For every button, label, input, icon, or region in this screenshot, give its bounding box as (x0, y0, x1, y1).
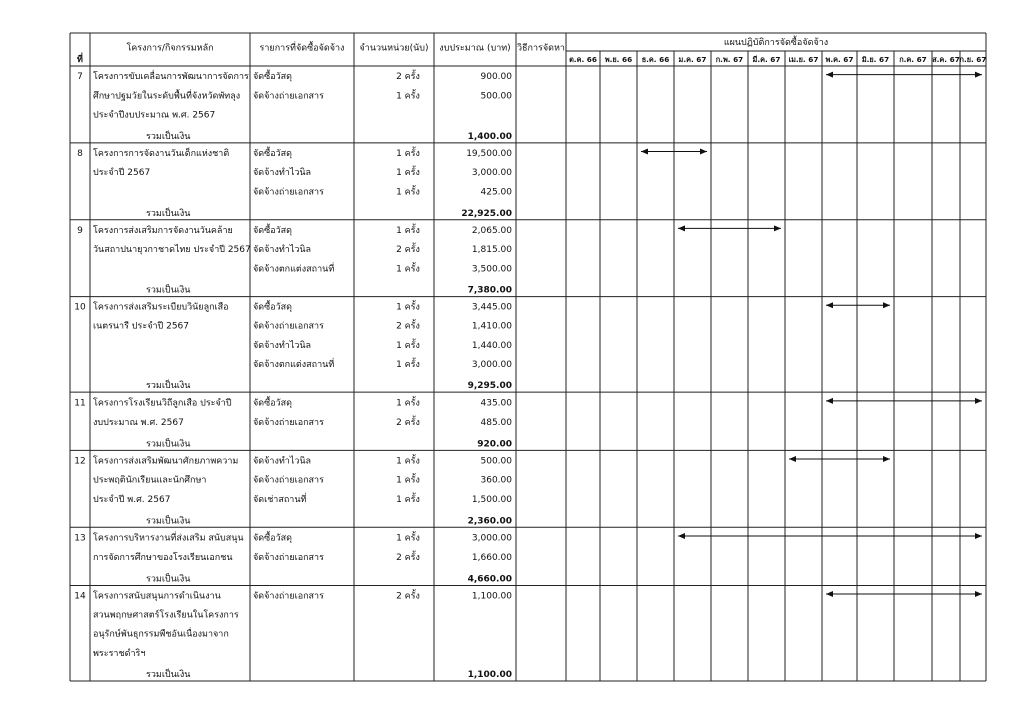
item-amount: 435.00 (480, 398, 512, 409)
item-name: จัดจ้างถ่ายเอกสาร (253, 187, 324, 198)
total-amount: 1,400.00 (467, 131, 512, 142)
project-number: 12 (74, 456, 86, 467)
item-qty: 1 ครั้ง (396, 340, 420, 351)
item-qty: 1 ครั้ง (396, 302, 420, 313)
project-row (77, 223, 781, 296)
item-amount: 1,500.00 (471, 494, 512, 505)
total-amount: 2,360.00 (467, 516, 512, 527)
item-qty: 2 ครั้ง (396, 245, 420, 256)
item-name: จัดเช่าสถานที่ (253, 494, 307, 505)
item-amount: 1,440.00 (471, 340, 512, 351)
total-amount: 1,100.00 (467, 670, 512, 680)
arrow-right-icon (883, 302, 890, 308)
header-month: พ.ย. 66 (604, 55, 633, 64)
item-qty: 1 ครั้ง (396, 494, 420, 505)
project-number: 13 (74, 533, 86, 544)
item-name: จัดจ้างตกแต่งสถานที่ (253, 264, 335, 275)
item-name: จัดจ้างทำไวนิล (253, 340, 312, 351)
total-label: รวมเป็นเงิน (146, 574, 191, 585)
arrow-left-icon (826, 398, 833, 404)
project-name-line: โครงการส่งเสริมระเบียบวินัยลูกเสือ (93, 302, 229, 313)
header-month: ส.ค. 67 (932, 55, 960, 64)
project-name-line: เนตรนารี ประจำปี 2567 (93, 321, 189, 332)
project-name-line: ประพฤตินักเรียนและนักศึกษา (93, 475, 207, 486)
header-month: มิ.ย. 67 (861, 55, 890, 64)
arrow-right-icon (774, 225, 781, 231)
item-name: จัดจ้างถ่ายเอกสาร (253, 552, 324, 563)
item-qty: 2 ครั้ง (396, 321, 420, 332)
project-number: 8 (77, 148, 83, 159)
item-name: จัดซื้อวัสดุ (253, 148, 293, 159)
arrow-left-icon (789, 456, 796, 462)
header-plan: แผนปฏิบัติการจัดซื้อจัดจ้าง (723, 38, 829, 48)
header-budget: งบประมาณ (บาท) (439, 43, 511, 54)
header-month: ต.ค. 66 (569, 55, 597, 64)
total-amount: 920.00 (477, 439, 512, 450)
header-items: รายการที่จัดซื้อจัดจ้าง (259, 43, 345, 54)
arrow-left-icon (826, 302, 833, 308)
item-amount: 360.00 (480, 475, 512, 486)
project-name-line: งบประมาณ พ.ศ. 2567 (93, 417, 184, 428)
project-number: 9 (77, 225, 83, 236)
item-qty: 1 ครั้ง (396, 533, 420, 544)
item-name: จัดจ้างถ่ายเอกสาร (253, 591, 324, 602)
project-name-line: โครงการการจัดงานวันเด็กแห่งชาติ (93, 148, 230, 159)
project-row (74, 588, 982, 680)
item-qty: 1 ครั้ง (396, 475, 420, 486)
item-name: จัดซื้อวัสดุ (253, 72, 293, 83)
item-amount: 485.00 (480, 417, 512, 428)
arrow-left-icon (641, 149, 648, 155)
project-name-line: ประจำปีงบประมาณ พ.ศ. 2567 (93, 110, 216, 121)
item-name: จัดจ้างถ่ายเอกสาร (253, 91, 324, 102)
item-amount: 3,445.00 (471, 302, 512, 313)
item-qty: 1 ครั้ง (396, 398, 420, 409)
project-name-line: โครงการโรงเรียนวิถีลูกเสือ ประจำปี (93, 398, 232, 409)
item-amount: 500.00 (480, 91, 512, 102)
header-month: ธ.ค. 66 (641, 55, 670, 64)
header-qty: จำนวนหน่วย(นับ) (359, 43, 429, 54)
item-name: จัดจ้างถ่ายเอกสาร (253, 321, 324, 332)
arrow-left-icon (826, 591, 833, 597)
table-header (77, 35, 987, 65)
item-qty: 1 ครั้ง (396, 225, 420, 236)
project-name-line: โครงการส่งเสริมการจัดงานวันคล้าย (93, 225, 233, 236)
project-row (74, 300, 890, 392)
header-month: ก.พ. 67 (715, 55, 744, 64)
total-amount: 7,380.00 (467, 285, 512, 296)
item-amount: 1,815.00 (471, 245, 512, 256)
header-month: พ.ค. 67 (825, 55, 854, 64)
header-month: มี.ค. 67 (752, 55, 781, 64)
total-label: รวมเป็นเงิน (146, 516, 191, 527)
arrow-left-icon (826, 72, 833, 78)
item-name: จัดซื้อวัสดุ (253, 225, 293, 236)
item-amount: 1,410.00 (471, 321, 512, 332)
project-row (74, 530, 982, 584)
item-name: จัดจ้างตกแต่งสถานที่ (253, 359, 335, 370)
item-qty: 1 ครั้ง (396, 456, 420, 467)
item-amount: 1,660.00 (471, 552, 512, 563)
table-grid (70, 33, 986, 681)
header-month: เม.ย. 67 (788, 55, 819, 64)
project-name-line: วันสถาปนายุวกาชาดไทย ประจำปี 2567 (93, 245, 251, 256)
project-name-line: ประจำปี พ.ศ. 2567 (93, 494, 171, 505)
project-row (77, 146, 707, 219)
arrow-left-icon (678, 225, 685, 231)
header-month: ม.ค. 67 (678, 55, 707, 64)
total-amount: 9,295.00 (467, 381, 512, 392)
item-name: จัดซื้อวัสดุ (253, 398, 293, 409)
item-name: จัดจ้างถ่ายเอกสาร (253, 417, 324, 428)
item-qty: 2 ครั้ง (396, 72, 420, 83)
arrow-right-icon (975, 398, 982, 404)
project-name-line: พระราชดำริฯ (93, 648, 146, 659)
arrow-right-icon (975, 72, 982, 78)
item-qty: 1 ครั้ง (396, 264, 420, 275)
header-no: ที่ (77, 55, 83, 65)
item-amount: 500.00 (480, 456, 512, 467)
project-name-line: ศึกษาปฐมวัยในระดับพื้นที่จังหวัดพัทลุง (93, 91, 241, 102)
item-amount: 900.00 (480, 72, 512, 83)
item-qty: 2 ครั้ง (396, 591, 420, 602)
total-label: รวมเป็นเงิน (146, 131, 191, 142)
item-qty: 1 ครั้ง (396, 168, 420, 179)
item-amount: 3,500.00 (471, 264, 512, 275)
project-number: 14 (74, 591, 86, 602)
item-name: จัดซื้อวัสดุ (253, 533, 293, 544)
total-amount: 22,925.00 (461, 208, 512, 219)
total-label: รวมเป็นเงิน (146, 285, 191, 296)
project-name-line: สวนพฤกษศาสตร์โรงเรียนในโครงการ (93, 610, 239, 621)
project-row (74, 453, 890, 526)
item-qty: 2 ครั้ง (396, 552, 420, 563)
item-amount: 425.00 (480, 187, 512, 198)
project-name-line: ประจำปี 2567 (93, 168, 151, 179)
header-method: วิธีการจัดหา (517, 43, 565, 54)
item-amount: 19,500.00 (466, 148, 512, 159)
project-name-line: การจัดการศึกษาของโรงเรียนเอกชน (93, 552, 233, 563)
project-number: 10 (74, 302, 86, 313)
total-label: รวมเป็นเงิน (146, 381, 191, 392)
item-amount: 3,000.00 (471, 533, 512, 544)
total-amount: 4,660.00 (467, 574, 512, 585)
item-amount: 2,065.00 (471, 225, 512, 236)
item-name: จัดซื้อวัสดุ (253, 302, 293, 313)
project-name-line: อนุรักษ์พันธุกรรมพืชอันเนื่องมาจาก (93, 629, 229, 640)
total-label: รวมเป็นเงิน (146, 439, 191, 450)
header-month: ก.ค. 67 (899, 55, 927, 64)
header-month: ก.ย. 67 (959, 55, 987, 64)
item-qty: 1 ครั้ง (396, 148, 420, 159)
item-name: จัดจ้างทำไวนิล (253, 168, 312, 179)
arrow-left-icon (678, 533, 685, 539)
arrow-right-icon (975, 591, 982, 597)
item-name: จัดจ้างทำไวนิล (253, 456, 312, 467)
project-name-line: โครงการสนับสนุนการดำเนินงาน (93, 591, 221, 602)
project-row (77, 69, 982, 142)
project-number: 11 (74, 398, 86, 409)
arrow-right-icon (975, 533, 982, 539)
item-qty: 2 ครั้ง (396, 417, 420, 428)
project-row (74, 395, 982, 449)
project-name-line: โครงการส่งเสริมพัฒนาศักยภาพความ (93, 456, 239, 467)
total-label: รวมเป็นเงิน (146, 208, 191, 219)
project-number: 7 (77, 72, 83, 83)
total-label: รวมเป็นเงิน (146, 670, 191, 680)
item-name: จัดจ้างถ่ายเอกสาร (253, 475, 324, 486)
item-qty: 1 ครั้ง (396, 187, 420, 198)
item-name: จัดจ้างทำไวนิล (253, 245, 312, 256)
table-body (74, 69, 982, 680)
item-qty: 1 ครั้ง (396, 359, 420, 370)
item-amount: 3,000.00 (471, 359, 512, 370)
header-project: โครงการ/กิจกรรมหลัก (126, 43, 214, 54)
project-name-line: โครงการบริหารงานที่ส่งเสริม สนับสนุน (93, 533, 244, 544)
item-amount: 1,100.00 (471, 591, 512, 602)
item-qty: 1 ครั้ง (396, 91, 420, 102)
project-name-line: โครงการขับเคลื่อนการพัฒนาการจัดการ (93, 72, 249, 83)
item-amount: 3,000.00 (471, 168, 512, 179)
arrow-right-icon (883, 456, 890, 462)
arrow-right-icon (700, 149, 707, 155)
